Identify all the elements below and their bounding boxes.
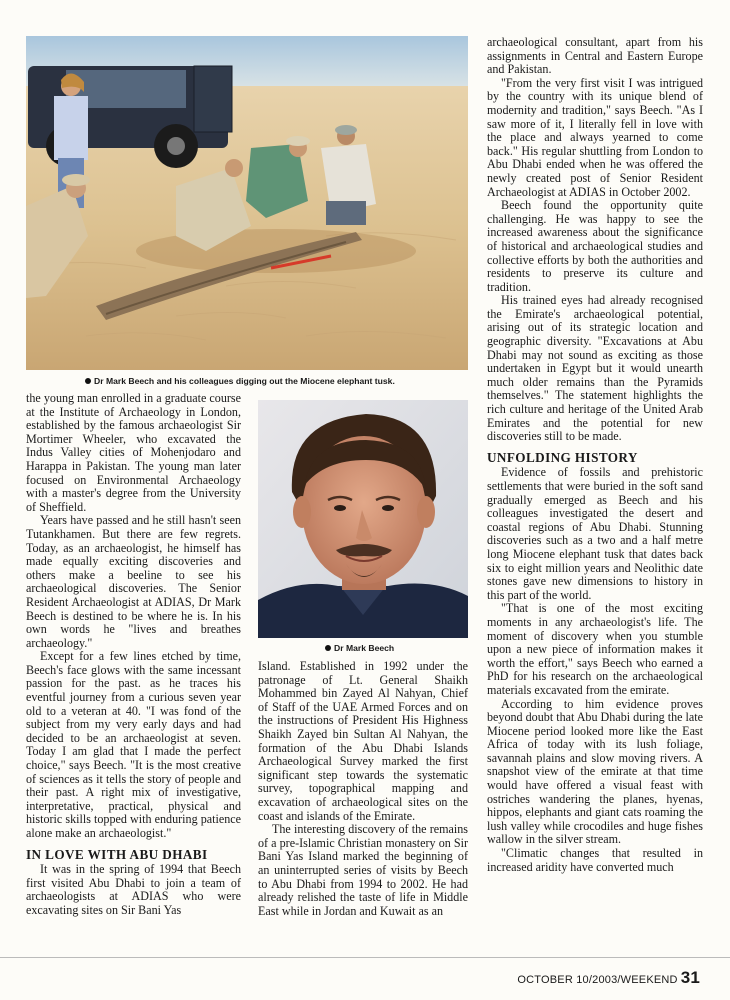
section-heading: IN LOVE WITH ABU DHABI — [26, 846, 208, 862]
article-column-3 — [487, 36, 703, 874]
paragraph: "That is one of the most exciting moments in any archaeologist's life. The moment of discovery when you stumble upon a new piece of information makes it worth the effort," says Beech who earned a PhD for his research on the archaeological materials excavated from the emirate. — [487, 601, 703, 697]
issue-label: OCTOBER 10/2003/WEEKEND — [517, 974, 678, 986]
paragraph: Beech found the opportunity quite challenging. He was happy to see the increased awareness about the significance of historical and archaeological studies and collective efforts by both the authorities and residents to preserve its culture and tradition. — [487, 198, 703, 294]
paragraph: the young man enrolled in a graduate course at the Institute of Archaeology in London, established by the famous archaeologist Sir Mortimer Wheeler, who excavated the Indus Valley cities of Mohenjodaro and Harappa in Pakistan. The young man later focused on Environmental Archaeology with a master's degree from the University of Sheffield. — [26, 391, 241, 514]
paragraph: "Climatic changes that resulted in increased aridity have converted much — [487, 846, 703, 874]
paragraph: His trained eyes had already recognised the Emirate's archaeological potential, arising out of its strategic location and geographic diversity. "Excavations at Abu Dhabi may not sound as exciting as those undertaken in Egypt but it would unearth much older remains than the Pyramids themselves." The statement highlights the rich culture and heritage of the United Arab Emirates and the potential for new discoveries still to be made. — [487, 293, 703, 444]
paragraph: The interesting discovery of the remains of a pre-Islamic Christian monastery on Sir Bani Yas Island marked the beginning of an uninterrupted series of visits by Beech to Abu Dhabi from 1994 to 2002. He had already relished the taste of life in Middle East while in Jordan and Kuwait as an — [258, 822, 468, 918]
page-footer — [517, 968, 700, 988]
section-heading: UNFOLDING HISTORY — [487, 449, 638, 465]
paragraph: archaeological consultant, apart from his assignments in Central and Eastern Europe and Pakistan. — [487, 35, 703, 77]
article-column-1 — [26, 392, 241, 918]
excavation-photo-caption — [85, 376, 395, 386]
paragraph: Years have passed and he still hasn't seen Tutankhamen. But there are few regrets. Today, as an archaeologist, he himself has made equally exciting discoveries and others make a beeline to see his archaeological discoveries. The Senior Resident Archaeologist at ADIAS, Dr Mark Beech is destined to be where he is. In his own words he "lives and breathes archaeology." — [26, 513, 241, 650]
bullet-icon — [325, 645, 331, 651]
paragraph: "From the very first visit I was intrigued by the country with its unique blend of modernity and tradition," says Beech. "As I saw more of it, I literally fell in love with the place and always yearned to come back." His regular shuttling from London to Abu Dhabi ended when he was offered the newly created post of Senior Resident Archaeologist at ADIAS in October 2002. — [487, 75, 703, 199]
portrait-photo — [258, 400, 468, 638]
portrait-caption — [325, 643, 394, 653]
caption-text: Dr Mark Beech and his colleagues digging out the Miocene elephant tusk. — [94, 376, 395, 386]
caption-text: Dr Mark Beech — [334, 643, 395, 653]
paragraph: It was in the spring of 1994 that Beech first visited Abu Dhabi to join a team of archaeologists at ADIAS who were excavating sites on Sir Bani Yas — [26, 862, 241, 917]
excavation-photo — [26, 36, 468, 370]
paragraph: Island. Established in 1992 under the patronage of Lt. General Shaikh Mohammed bin Zayed Al Nahyan, Chief of Staff of the UAE Armed Forces and on the instructions of President His Highness Shaikh Zayed bin Sultan Al Nahyan, the formation of the Abu Dhabi Islands Archaeological Survey marked the first significant step towards the systematic survey, topographical mapping and excavation of archaeological sites on the coast and islands of the Emirate. — [258, 659, 468, 823]
bullet-icon — [85, 378, 91, 384]
article-column-2 — [258, 660, 468, 918]
page-number: 31 — [680, 968, 700, 987]
footer-rule — [0, 957, 730, 958]
paragraph: Evidence of fossils and prehistoric settlements that were buried in the soft sand gradually emerged as Beech and his colleagues investigated the desert and coastal regions of Abu Dhabi. Stunning discoveries such as a two and a half metre long Miocene elephant tusk that dates back six to eight million years and Neolithic date stones gave new dimensions to history in this part of the world. — [487, 465, 703, 602]
paragraph: According to him evidence proves beyond doubt that Abu Dhabi during the late Miocene period looked more like the East Africa of today with its lush foliage, savannah plains and slow moving rivers. A snapshot view of the emirate at that time would have offered a visual feast with ostriches wandering the planes, hyenas, hippos, elephants and giant cats roaming the lush valley while crocodiles and huge fishes wallow in the silver stream. — [487, 696, 703, 847]
paragraph: Except for a few lines etched by time, Beech's face glows with the same incessant passion for the past. as he traces his eventful journey from a curious seven year old to a veteran at 40. "I was fond of the subject from my very early days and had decided to be an archaeologist at seven. Today I am glad that I made the perfect choice," says Beech. "It is the most creative of sciences as it tells the story of people and their past. A right mix of investigative, interpretative, practical, physical and historic skills topped with enduring patience alone make an archaeologist." — [26, 649, 241, 840]
